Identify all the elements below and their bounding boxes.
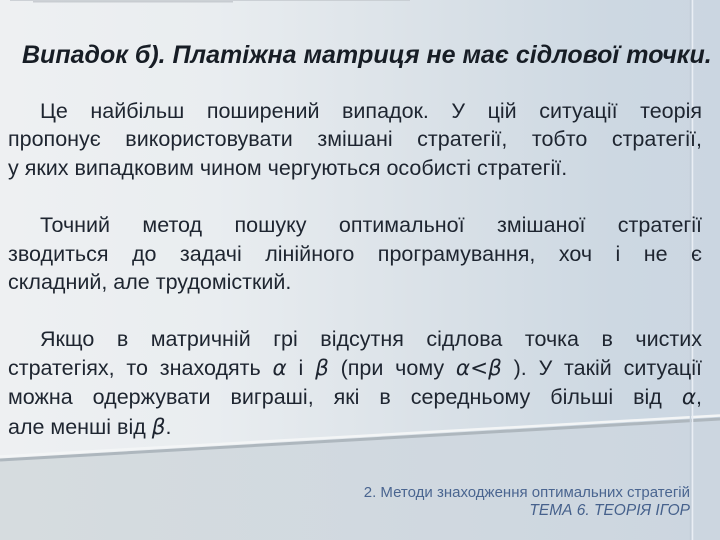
paragraph-2 (8, 211, 702, 296)
text-line (8, 354, 702, 383)
text-line (8, 413, 702, 442)
text-segment: , (696, 385, 702, 410)
text-line: зводиться до задачі лінійного програмування, хоч і не є (8, 241, 702, 266)
footer-theme-title: ТЕМА 6. ТЕОРІЯ ІГОР (529, 502, 690, 519)
slide-footer (364, 484, 690, 520)
text-segment: (при чому (328, 355, 456, 380)
paragraph-1 (8, 97, 702, 182)
greek-inequality: α<β (455, 355, 502, 381)
slide-body (8, 97, 702, 442)
footer-section-title: 2. Методи знаходження оптимальних стратегій (363, 484, 690, 501)
text-segment: можна одержувати виграші, які в середньому більші від (8, 385, 682, 410)
text-line: Точний метод пошуку оптимальної змішаної стратегії (40, 213, 702, 238)
text-line: складний, але трудомісткий. (8, 270, 292, 295)
text-line: у яких випадковим чином чергуються особисті стратегії. (8, 155, 568, 180)
slide-title: Випадок б). Платіжна матриця не має сідлової точки. (22, 41, 712, 69)
text-line: Це найбільш поширений випадок. У цій ситуації теорія (40, 99, 702, 123)
text-line: Якщо в матричній грі відсутня сідлова точка в чистих (40, 327, 702, 352)
text-line: пропонує використовувати змішані стратегії, тобто стратегії, (8, 127, 702, 152)
text-segment: . (165, 414, 172, 439)
text-segment: але менші від (8, 414, 152, 439)
text-segment: стратегіях, то знаходять (8, 355, 273, 380)
greek-beta-symbol: β (315, 355, 329, 381)
text-line (8, 383, 702, 412)
greek-beta-symbol: β (151, 414, 166, 440)
paragraph-3 (8, 325, 702, 442)
greek-alpha-symbol: α (681, 385, 697, 411)
text-segment: і (286, 355, 316, 380)
text-segment: ). У такій ситуації (501, 355, 702, 380)
greek-alpha-symbol: α (272, 355, 287, 381)
